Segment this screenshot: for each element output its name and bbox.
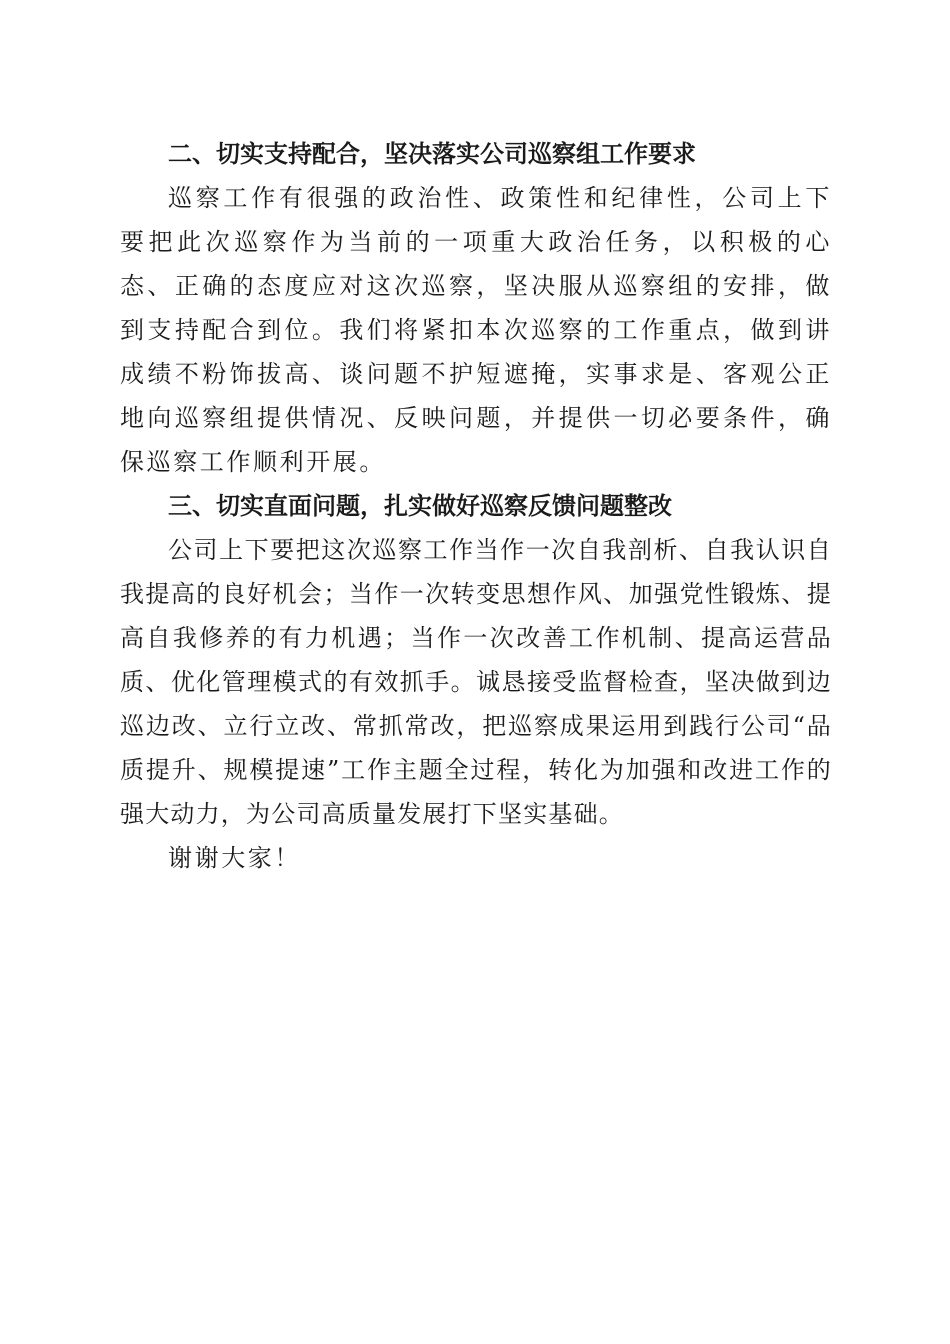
document-body [120,132,832,880]
closing-remark: 谢谢大家！ [168,844,301,872]
section-3-heading: 三、切实直面问题，扎实做好巡察反馈问题整改 [168,492,672,520]
section-3-paragraph: 公司上下要把这次巡察工作当作一次自我剖析、自我认识自我提高的良好机会；当作一次转变思想作风、加强党性锻炼、提高自我修养的有力机遇；当作一次改善工作机制、提高运营品质、优化管理模式的有效抓手。诚恳接受监督检查，坚决做到边巡边改、立行立改、常抓常改，把巡察成果运用到践行公司“品质提升、规模提速”工作主题全过程，转化为加强和改进工作的强大动力，为公司高质量发展打下坚实基础。 [120,536,832,828]
section-2-paragraph: 巡察工作有很强的政治性、政策性和纪律性，公司上下要把此次巡察作为当前的一项重大政治任务，以积极的心态、正确的态度应对这次巡察，坚决服从巡察组的安排，做到支持配合到位。我们将紧扣本次巡察的工作重点，做到讲成绩不粉饰拔高、谈问题不护短遮掩，实事求是、客观公正地向巡察组提供情况、反映问题，并提供一切必要条件，确保巡察工作顺利开展。 [120,184,832,476]
section-2-heading: 二、切实支持配合，坚决落实公司巡察组工作要求 [168,140,696,168]
